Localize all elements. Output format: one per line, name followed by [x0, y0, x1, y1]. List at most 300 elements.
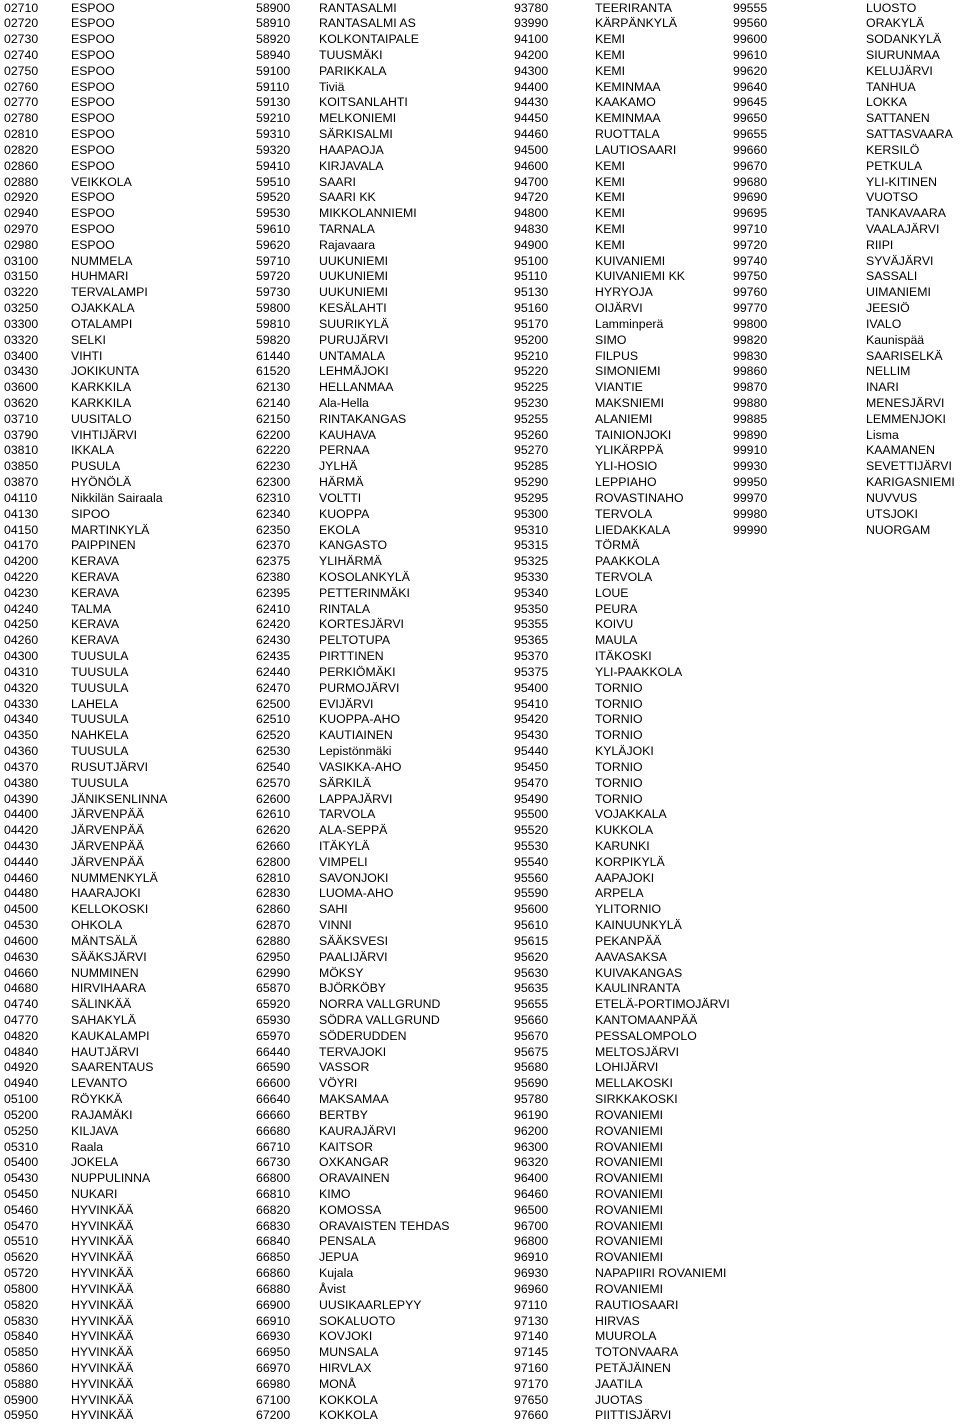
- postal-code: 97145: [514, 1345, 549, 1360]
- postal-code: 97160: [514, 1361, 549, 1376]
- place-name: VINNI: [319, 918, 352, 933]
- postal-code: 95295: [514, 490, 549, 505]
- postal-code: 62510: [256, 712, 291, 727]
- place-name: JÄRVENPÄÄ: [71, 807, 144, 822]
- place-name: SAHAKYLÄ: [71, 1012, 136, 1027]
- postal-code: 66600: [256, 1076, 291, 1091]
- place-name: PENSALA: [319, 1234, 376, 1249]
- postal-code: 66830: [256, 1218, 291, 1233]
- place-name: ESPOO: [71, 79, 115, 94]
- postal-code: 02820: [4, 142, 39, 157]
- place-name: MONÅ: [319, 1376, 356, 1391]
- postal-code: 62540: [256, 759, 291, 774]
- postal-code: 62395: [256, 585, 291, 600]
- place-name: SAARENTAUS: [71, 1060, 154, 1075]
- postal-code: 04740: [4, 997, 39, 1012]
- postal-code: 95210: [514, 348, 549, 363]
- postal-code: 99645: [733, 95, 768, 110]
- place-name: NUORGAM: [866, 522, 931, 537]
- postal-code: 99750: [733, 269, 768, 284]
- place-name: TERVALAMPI: [71, 285, 148, 300]
- place-name: YLIKÄRPPÄ: [595, 443, 664, 458]
- place-name: VIHTI: [71, 348, 103, 363]
- place-name: ESPOO: [71, 95, 115, 110]
- place-name: NUMMENKYLÄ: [71, 870, 158, 885]
- postal-code: 04630: [4, 949, 39, 964]
- place-name: HYVINKÄÄ: [71, 1218, 134, 1233]
- place-name: JÄNIKSENLINNA: [71, 791, 168, 806]
- place-name: SIPOO: [71, 506, 110, 521]
- place-name: ORAVAINEN: [319, 1171, 390, 1186]
- postal-code: 05450: [4, 1187, 39, 1201]
- postal-code: 65870: [256, 981, 291, 996]
- postal-code: 95470: [514, 775, 549, 790]
- place-name: HYVINKÄÄ: [71, 1281, 134, 1296]
- place-name: JÄRVENPÄÄ: [71, 838, 144, 853]
- place-name: KORPIKYLÄ: [595, 854, 665, 869]
- postal-code: 66880: [256, 1281, 291, 1296]
- place-name: KARUNKI: [595, 838, 650, 853]
- postal-code: 96460: [514, 1187, 549, 1201]
- place-name: Raala: [71, 1139, 104, 1154]
- place-name: ITÄKYLÄ: [319, 838, 370, 853]
- place-name: ESPOO: [71, 47, 115, 62]
- place-name: MELLAKOSKI: [595, 1076, 673, 1091]
- postal-code: 99990: [733, 522, 768, 537]
- postal-code: 94830: [514, 221, 549, 236]
- postal-code: 62340: [256, 506, 291, 521]
- place-name: PAAKKOLA: [595, 554, 660, 569]
- place-name: ARPELA: [595, 886, 644, 901]
- postal-code: 62870: [256, 918, 291, 933]
- place-name: PETKULA: [866, 158, 923, 173]
- postal-code: 99880: [733, 396, 768, 410]
- postal-code: 02920: [4, 190, 39, 205]
- place-name: KANGASTO: [319, 538, 388, 553]
- postal-code: 05250: [4, 1123, 39, 1138]
- postal-code: 02710: [4, 0, 39, 15]
- place-name: ROVANIEMI: [595, 1107, 664, 1122]
- place-name: FILPUS: [595, 348, 639, 363]
- postal-code: 59720: [256, 269, 291, 284]
- postal-code: 95315: [514, 538, 549, 553]
- place-name: MAKSAMAA: [319, 1092, 389, 1107]
- place-name: PERNAA: [319, 443, 370, 458]
- postal-code: 03250: [4, 301, 39, 316]
- postal-code: 95260: [514, 427, 549, 442]
- postal-code: 99860: [733, 364, 768, 379]
- postal-code: 95170: [514, 316, 549, 331]
- place-name: ROVANIEMI: [595, 1250, 664, 1265]
- place-name: UUKUNIEMI: [319, 285, 389, 300]
- place-name: SYVÄJÄRVI: [866, 253, 934, 268]
- postal-code: 95255: [514, 411, 549, 426]
- place-name: Åvist: [319, 1281, 346, 1296]
- place-name: KAAMANEN: [866, 443, 936, 458]
- postal-code: 95560: [514, 870, 549, 885]
- place-name: TUUSMÄKI: [319, 47, 383, 62]
- place-name: NUMMELA: [71, 253, 133, 268]
- postal-code: 04370: [4, 759, 39, 774]
- place-name: PEKANPÄÄ: [595, 933, 662, 948]
- place-name: HIRVIHAARA: [71, 981, 146, 996]
- postal-code: 62300: [256, 475, 291, 490]
- place-name: HYVINKÄÄ: [71, 1408, 134, 1423]
- place-name: KAINUUNKYLÄ: [595, 918, 682, 933]
- postal-code: 66860: [256, 1266, 291, 1281]
- postal-code: 02740: [4, 47, 39, 62]
- place-name: OHKOLA: [71, 918, 123, 933]
- place-name: KAUTIAINEN: [319, 728, 393, 743]
- postal-code: 59820: [256, 332, 291, 347]
- place-name: KAAKAMO: [595, 95, 656, 110]
- postal-code: 59100: [256, 63, 291, 78]
- postal-code: 05820: [4, 1297, 39, 1312]
- postal-code: 95690: [514, 1076, 549, 1091]
- place-name: HIRVAS: [595, 1313, 640, 1328]
- place-name: KOKKOLA: [319, 1408, 378, 1423]
- place-name: IKKALA: [71, 443, 115, 458]
- place-name: KEMI: [595, 237, 626, 252]
- place-name: SÄRKILÄ: [319, 775, 371, 790]
- postal-code: 66810: [256, 1187, 291, 1201]
- postal-code: 05200: [4, 1107, 39, 1122]
- postal-code: 59210: [256, 111, 291, 126]
- postal-code: 04320: [4, 680, 39, 695]
- place-name: TUUSULA: [71, 712, 129, 727]
- postal-code: 95600: [514, 902, 549, 917]
- postal-code: 95420: [514, 712, 549, 727]
- place-name: YLI-HOSIO: [595, 459, 658, 474]
- place-name: KEMI: [595, 32, 626, 47]
- place-name: OJAKKALA: [71, 301, 135, 316]
- place-name: VIHTIJÄRVI: [71, 427, 138, 442]
- place-name: Rajavaara: [319, 237, 376, 252]
- place-name: VUOTSO: [866, 190, 918, 205]
- place-name: KARKKILA: [71, 380, 132, 395]
- place-name: SÖDRA VALLGRUND: [319, 1012, 440, 1027]
- place-name: Nikkilän Sairaala: [71, 490, 163, 505]
- place-name: RINTALA: [319, 601, 371, 616]
- postal-code: 05850: [4, 1345, 39, 1360]
- place-name: TEERIRANTA: [595, 0, 672, 15]
- postal-code: 95110: [514, 269, 548, 284]
- place-name: TORNIO: [595, 775, 643, 790]
- place-name: MELTOSJÄRVI: [595, 1044, 680, 1059]
- place-name: KAULINRANTA: [595, 981, 681, 996]
- postal-code: 62620: [256, 823, 291, 838]
- postal-code: 04150: [4, 522, 39, 537]
- place-name: SÄLINKÄÄ: [71, 997, 132, 1012]
- place-name: SIMO: [595, 332, 627, 347]
- place-name: LOUE: [595, 585, 629, 600]
- postal-code: 05900: [4, 1392, 39, 1407]
- place-name: KUOPPA-AHO: [319, 712, 401, 727]
- place-name: SAARISELKÄ: [866, 348, 943, 363]
- place-name: IVALO: [866, 316, 902, 331]
- postal-code: 62830: [256, 886, 291, 901]
- place-name: HYVINKÄÄ: [71, 1313, 134, 1328]
- place-name: SIURUNMAA: [866, 47, 940, 62]
- place-name: VÖYRI: [319, 1076, 358, 1091]
- place-name: KAUHAVA: [319, 427, 376, 442]
- postal-code: 02730: [4, 32, 39, 47]
- place-name: NORRA VALLGRUND: [319, 997, 441, 1012]
- postal-code: 66950: [256, 1345, 291, 1360]
- postal-code: 62140: [256, 396, 291, 410]
- place-name: ESPOO: [71, 32, 115, 47]
- place-name: SAARI: [319, 174, 356, 189]
- place-name: YLI-PAAKKOLA: [595, 664, 683, 679]
- place-name: HYVINKÄÄ: [71, 1266, 134, 1281]
- place-name: PARIKKALA: [319, 63, 387, 78]
- postal-code: 59410: [256, 158, 291, 173]
- postal-code: 95200: [514, 332, 549, 347]
- postal-code: 03150: [4, 269, 39, 284]
- place-name: PELTOTUPA: [319, 633, 391, 648]
- postal-code: 65920: [256, 997, 291, 1012]
- place-name: ETELÄ-PORTIMOJÄRVI: [595, 997, 730, 1012]
- place-name: PURMOJÄRVI: [319, 680, 400, 695]
- place-name: NAHKELA: [71, 728, 129, 743]
- place-name: TUUSULA: [71, 680, 129, 695]
- postal-code: 59800: [256, 301, 291, 316]
- place-name: EVIJÄRVI: [319, 696, 374, 711]
- postal-code: 62370: [256, 538, 291, 553]
- place-name: ESPOO: [71, 206, 115, 221]
- place-name: PUSULA: [71, 459, 121, 474]
- place-name: RINTAKANGAS: [319, 411, 407, 426]
- postal-code: 66440: [256, 1044, 291, 1059]
- postal-code: 99760: [733, 285, 768, 300]
- postal-code: 58920: [256, 32, 291, 47]
- place-name: KYLÄJOKI: [595, 744, 654, 759]
- place-name: SÄÄKSJÄRVI: [71, 949, 147, 964]
- postal-code: 62990: [256, 965, 291, 980]
- place-name: KEMI: [595, 206, 626, 221]
- postal-code: 99890: [733, 427, 768, 442]
- place-name: JUOTAS: [595, 1392, 643, 1407]
- place-name: LEVANTO: [71, 1076, 128, 1091]
- postal-code: 95635: [514, 981, 549, 996]
- postal-code: 96190: [514, 1107, 549, 1122]
- postal-code: 99600: [733, 32, 768, 47]
- postal-code: 99680: [733, 174, 768, 189]
- postal-code: 03100: [4, 253, 39, 268]
- place-name: KAUKALAMPI: [71, 1028, 150, 1043]
- place-name: ROVANIEMI: [595, 1218, 664, 1233]
- postal-code: 95440: [514, 744, 549, 759]
- place-name: HYVINKÄÄ: [71, 1202, 134, 1217]
- place-name: KOSOLANKYLÄ: [319, 570, 410, 585]
- place-name: Lamminperä: [595, 316, 664, 331]
- postal-code: 62520: [256, 728, 291, 743]
- place-name: ALA-SEPPÄ: [319, 823, 388, 838]
- postal-code: 65970: [256, 1028, 291, 1043]
- place-name: VIMPELI: [319, 854, 368, 869]
- place-name: VAALAJÄRVI: [866, 221, 940, 236]
- place-name: UNTAMALA: [319, 348, 386, 363]
- postal-code: 97140: [514, 1329, 549, 1344]
- postal-code: 05880: [4, 1376, 39, 1391]
- postal-code: 03710: [4, 411, 39, 426]
- place-name: MAKSNIEMI: [595, 396, 665, 410]
- postal-code: 62430: [256, 633, 291, 648]
- postal-code: 94300: [514, 63, 549, 78]
- place-name: SÄRKISALMI: [319, 127, 393, 142]
- postal-code: 95430: [514, 728, 549, 743]
- place-name: NUMMINEN: [71, 965, 139, 980]
- postal-code: 02760: [4, 79, 39, 94]
- postal-code: 04350: [4, 728, 39, 743]
- postal-code: 62880: [256, 933, 291, 948]
- postal-code: 99560: [733, 16, 768, 31]
- postal-code: 04530: [4, 918, 39, 933]
- place-name: SAARI KK: [319, 190, 376, 205]
- postal-code: 99555: [733, 0, 768, 15]
- postal-code: 62570: [256, 775, 291, 790]
- place-name: UUSITALO: [71, 411, 132, 426]
- postal-code: 99660: [733, 142, 768, 157]
- place-name: ROVANIEMI: [595, 1234, 664, 1249]
- postal-code: 96910: [514, 1250, 549, 1265]
- place-name: TUUSULA: [71, 664, 129, 679]
- place-name: TORNIO: [595, 791, 643, 806]
- postal-code: 94600: [514, 158, 549, 173]
- postal-code: 66900: [256, 1297, 291, 1312]
- postal-code: 99910: [733, 443, 768, 458]
- postal-code: 59310: [256, 127, 291, 142]
- postal-code: 96300: [514, 1139, 549, 1154]
- postal-code: 97110: [514, 1297, 548, 1312]
- postal-code: 97650: [514, 1392, 549, 1407]
- postal-code: 05400: [4, 1155, 39, 1170]
- postal-code: 04260: [4, 633, 39, 648]
- postal-code: 03850: [4, 459, 39, 474]
- place-name: UUKUNIEMI: [319, 269, 389, 284]
- postal-code: 02720: [4, 16, 39, 31]
- place-name: ROVANIEMI: [595, 1155, 664, 1170]
- place-name: ESPOO: [71, 190, 115, 205]
- place-name: SATTANEN: [866, 111, 930, 126]
- place-name: INARI: [866, 380, 899, 395]
- place-name: MUNSALA: [319, 1345, 379, 1360]
- place-name: Tiviä: [319, 79, 345, 94]
- postal-code: 04310: [4, 664, 39, 679]
- postal-code: 95520: [514, 823, 549, 838]
- place-name: KUIVANIEMI KK: [595, 269, 685, 284]
- postal-code: 95350: [514, 601, 549, 616]
- place-name: HELLANMAA: [319, 380, 394, 395]
- postal-code: 03810: [4, 443, 39, 458]
- place-name: PIITTISJÄRVI: [595, 1408, 672, 1423]
- place-name: ESPOO: [71, 127, 115, 142]
- postal-code: 95375: [514, 664, 549, 679]
- place-name: NUKARI: [71, 1187, 118, 1201]
- postal-code: 99620: [733, 63, 768, 78]
- postal-code: 05100: [4, 1092, 39, 1107]
- postal-code: 66660: [256, 1107, 291, 1122]
- postal-code: 04340: [4, 712, 39, 727]
- place-name: VASSOR: [319, 1060, 370, 1075]
- place-name: Lepistönmäki: [319, 744, 392, 759]
- place-name: LEPPIAHO: [595, 475, 657, 490]
- place-name: KERAVA: [71, 554, 120, 569]
- place-name: SAHI: [319, 902, 348, 917]
- postal-code: 04390: [4, 791, 39, 806]
- postal-code: 04380: [4, 775, 39, 790]
- place-name: KEMINMAA: [595, 111, 661, 126]
- place-name: HYVINKÄÄ: [71, 1250, 134, 1265]
- place-name: RANTASALMI AS: [319, 16, 416, 31]
- postal-code: 95100: [514, 253, 549, 268]
- postal-code: 59520: [256, 190, 291, 205]
- postal-code: 04170: [4, 538, 39, 553]
- place-name: RAJAMÄKI: [71, 1107, 133, 1122]
- postal-code: 04430: [4, 838, 39, 853]
- postal-code: 58900: [256, 0, 291, 15]
- place-name: Ala-Hella: [319, 396, 369, 410]
- place-name: ESPOO: [71, 0, 115, 15]
- place-name: SATTASVAARA: [866, 127, 953, 142]
- postal-code: 99885: [733, 411, 768, 426]
- postal-code: 62600: [256, 791, 291, 806]
- place-name: ROVANIEMI: [595, 1139, 664, 1154]
- place-name: TERVAJOKI: [319, 1044, 387, 1059]
- place-name: MARTINKYLÄ: [71, 522, 150, 537]
- place-name: YLI-KITINEN: [866, 174, 938, 189]
- place-name: ROVANIEMI: [595, 1202, 664, 1217]
- postal-code: 04400: [4, 807, 39, 822]
- place-name: KAITSOR: [319, 1139, 373, 1154]
- place-name: HYVINKÄÄ: [71, 1329, 134, 1344]
- postal-code: 96200: [514, 1123, 549, 1138]
- postal-code: 59530: [256, 206, 291, 221]
- postal-code: 99640: [733, 79, 768, 94]
- postal-code: 03870: [4, 475, 39, 490]
- postal-code: 66800: [256, 1171, 291, 1186]
- place-name: JYLHÄ: [319, 459, 358, 474]
- postal-code: 95530: [514, 838, 549, 853]
- postal-code: 04840: [4, 1044, 39, 1059]
- postal-code: 05430: [4, 1171, 39, 1186]
- place-name: HÄRMÄ: [319, 475, 364, 490]
- place-name: LUOSTO: [866, 0, 917, 15]
- postal-code: 95325: [514, 554, 549, 569]
- postal-code: 95540: [514, 854, 549, 869]
- place-name: KEMI: [595, 158, 626, 173]
- place-name: TARNALA: [319, 221, 375, 236]
- place-name: KERAVA: [71, 585, 120, 600]
- postal-code: 58910: [256, 16, 291, 31]
- postal-code: 04130: [4, 506, 39, 521]
- postal-code: 03300: [4, 316, 39, 331]
- postal-code: 62530: [256, 744, 291, 759]
- place-name: SELKI: [71, 332, 106, 347]
- postal-code: 04360: [4, 744, 39, 759]
- place-name: EKOLA: [319, 522, 361, 537]
- place-name: KEMI: [595, 63, 626, 78]
- postal-code: 04480: [4, 886, 39, 901]
- postal-code: 05830: [4, 1313, 39, 1328]
- place-name: PAALIJÄRVI: [319, 949, 388, 964]
- place-name: KELLOKOSKI: [71, 902, 149, 917]
- place-name: VEIKKOLA: [71, 174, 132, 189]
- postal-code: 02780: [4, 111, 39, 126]
- postal-code: 62800: [256, 854, 291, 869]
- place-name: HAARAJOKI: [71, 886, 141, 901]
- postal-code: 97130: [514, 1313, 549, 1328]
